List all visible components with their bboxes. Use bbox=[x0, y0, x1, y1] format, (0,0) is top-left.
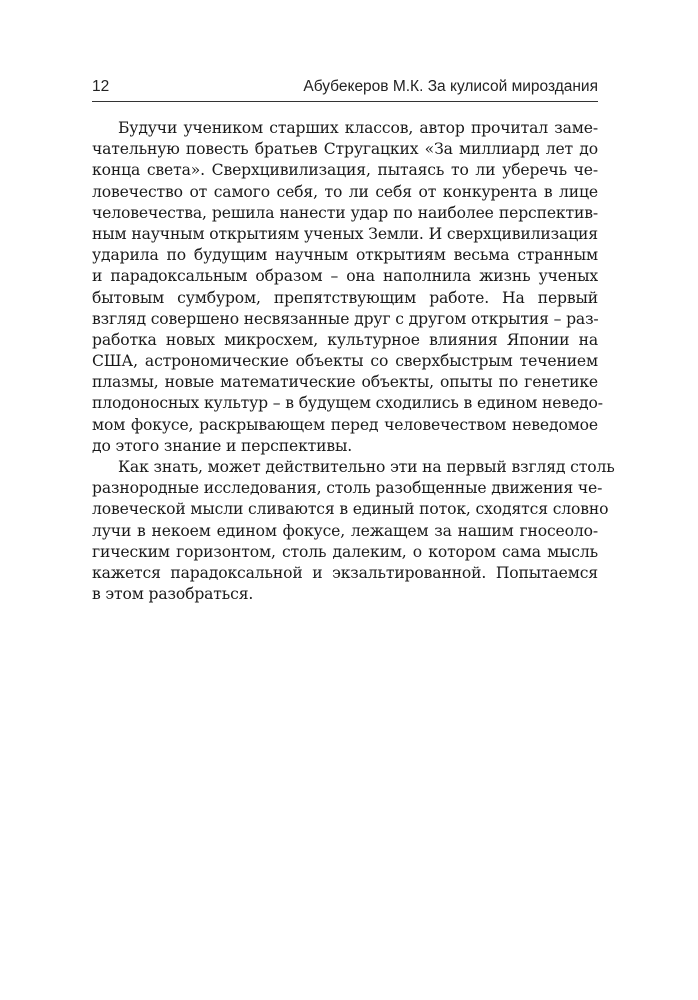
text-line: плодоносных культур – в будущем сходились в едином неведо- bbox=[92, 394, 603, 413]
text-line: конца света». Сверхцивилизация, пытаясь то ли уберечь че- bbox=[92, 161, 598, 180]
text-line: разнородные исследования, столь разобщенные движения че- bbox=[92, 479, 603, 498]
page-number: 12 bbox=[92, 78, 110, 95]
text-line: Будучи учеником старших классов, автор прочитал заме- bbox=[118, 119, 598, 137]
text-line: чательную повесть братьев Стругацких «За миллиард лет до bbox=[92, 140, 598, 159]
text-line: ным научным открытиям ученых Земли. И сверхцивилизация bbox=[92, 224, 598, 243]
text-line: и парадоксальным образом – она наполнила жизнь ученых bbox=[92, 267, 598, 286]
running-title: Абубекеров М.К. За кулисой мироздания bbox=[303, 78, 598, 95]
text-line: гическим горизонтом, столь далеким, о котором сама мысль bbox=[92, 542, 598, 561]
text-line: США, астрономические объекты со сверхбыстрым течением bbox=[92, 352, 598, 371]
text-line: ловечество от самого себя, то ли себя от конкурента в лице bbox=[92, 182, 598, 201]
text-line: до этого знание и перспективы. bbox=[92, 436, 353, 455]
text-line: в этом разобраться. bbox=[92, 585, 254, 604]
text-line: кажется парадоксальной и экзальтированной. Попытаемся bbox=[92, 563, 598, 582]
text-line: ловеческой мысли сливаются в единый поток, сходятся словно bbox=[92, 500, 609, 519]
paragraph bbox=[92, 457, 615, 605]
header-rule bbox=[92, 101, 598, 102]
text-line: мом фокусе, раскрывающем перед человечеством неведомое bbox=[92, 415, 598, 434]
paragraph bbox=[92, 118, 603, 457]
main-text bbox=[92, 118, 615, 605]
text-line: бытовым сумбуром, препятствующим работе. На первый bbox=[92, 288, 598, 307]
running-header bbox=[92, 72, 598, 96]
text-line: человечества, решила нанести удар по наиболее перспектив- bbox=[92, 203, 598, 222]
text-line: ударила по будущим научным открытиям весьма странным bbox=[92, 246, 598, 265]
text-line: работка новых микросхем, культурное влияния Японии на bbox=[92, 330, 598, 349]
text-line: взгляд совершено несвязанные друг с другом открытия – раз- bbox=[92, 309, 599, 328]
text-line: лучи в некоем едином фокусе, лежащем за нашим гносеоло- bbox=[92, 521, 598, 540]
text-line: Как знать, может действительно эти на первый взгляд столь bbox=[118, 458, 615, 476]
text-line: плазмы, новые математические объекты, опыты по генетике bbox=[92, 373, 598, 392]
